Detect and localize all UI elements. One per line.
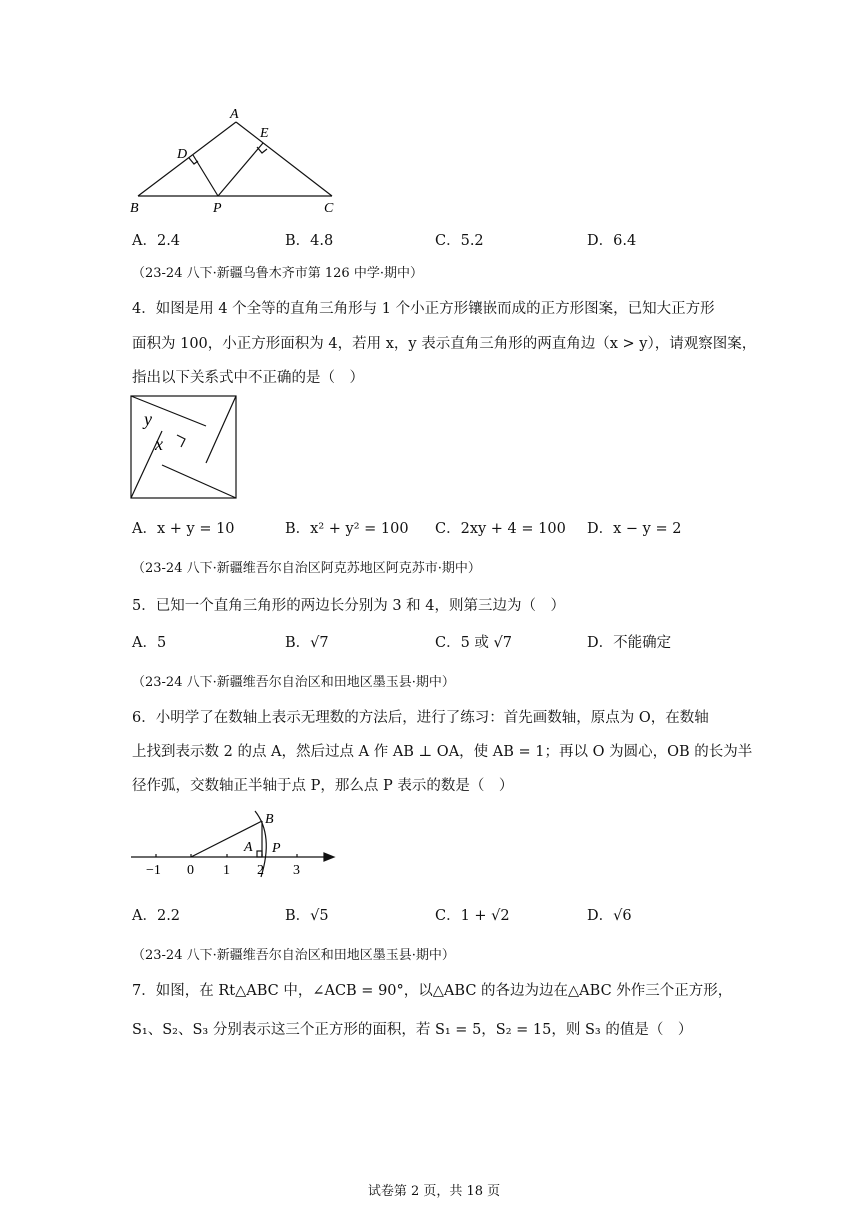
q3-option-b: B．4.8 [285, 233, 334, 249]
q6-text-line3: 径作弧，交数轴正半轴于点 P，那么点 P 表示的数是（ ） [132, 778, 514, 794]
q4-text-line3: 指出以下关系式中不正确的是（ ） [132, 370, 364, 386]
q6-source: （23-24 八下·新疆维吾尔自治区和田地区墨玉县·期中） [132, 675, 455, 690]
q6-label-p: P [272, 841, 281, 856]
q3-label-a: A [230, 107, 239, 122]
q7-source: （23-24 八下·新疆维吾尔自治区和田地区墨玉县·期中） [132, 948, 455, 963]
q6-label-a: A [244, 840, 253, 855]
q5-option-d: D．不能确定 [587, 635, 672, 651]
q4-option-c: C．2xy + 4 = 100 [435, 521, 566, 537]
q4-text-line1: 4．如图是用 4 个全等的直角三角形与 1 个小正方形镶嵌而成的正方形图案，已知大正方形 [132, 301, 715, 317]
q3-option-a: A．2.4 [132, 233, 181, 249]
q6-option-b: B．√5 [285, 908, 329, 924]
q5-text-line1: 5．已知一个直角三角形的两边长分别为 3 和 4，则第三边为（ ） [132, 598, 566, 614]
q6-tick-1: 1 [223, 863, 230, 878]
q6-number-line-figure [128, 805, 343, 880]
q4-source: （23-24 八下·新疆乌鲁木齐市第 126 中学·期中） [132, 266, 423, 281]
q4-text-line2: 面积为 100，小正方形面积为 4，若用 x，y 表示直角三角形的两直角边（x > y），请观察图案， [132, 336, 757, 352]
q4-option-b: B．x² + y² = 100 [285, 521, 409, 537]
q6-tick-3: 3 [293, 863, 300, 878]
q6-option-c: C．1 + √2 [435, 908, 510, 924]
q3-label-e: E [260, 126, 269, 141]
q3-option-d: D．6.4 [587, 233, 637, 249]
q4-square-figure [128, 393, 240, 501]
q5-option-b: B．√7 [285, 635, 329, 651]
q6-tick-0: 0 [187, 863, 194, 878]
q6-tick-2: 2 [257, 863, 264, 878]
q6-text-line1: 6．小明学了在数轴上表示无理数的方法后，进行了练习：首先画数轴，原点为 O，在数轴 [132, 710, 709, 726]
q7-text-line2: S₁、S₂、S₃ 分别表示这三个正方形的面积，若 S₁ = 5，S₂ = 15，则 S₃ 的值是（ ） [132, 1022, 693, 1038]
q7-text-line1: 7．如图，在 Rt△ABC 中，∠ACB = 90°，以△ABC 的各边为边在△ABC 外作三个正方形， [132, 983, 733, 999]
q3-label-d: D [177, 147, 188, 162]
q3-label-c: C [324, 201, 334, 216]
q6-label-b: B [265, 812, 274, 827]
q4-option-a: A．x + y = 10 [132, 521, 235, 537]
q6-option-d: D．√6 [587, 908, 632, 924]
q5-option-a: A．5 [132, 635, 167, 651]
q6-option-a: A．2.2 [132, 908, 181, 924]
q5-option-c: C．5 或 √7 [435, 635, 513, 651]
q3-label-p: P [213, 201, 222, 216]
q5-source: （23-24 八下·新疆维吾尔自治区阿克苏地区阿克苏市·期中） [132, 561, 481, 576]
q6-tick-minus1: −1 [146, 863, 161, 878]
q3-option-c: C．5.2 [435, 233, 484, 249]
q4-option-d: D．x − y = 2 [587, 521, 682, 537]
q4-label-y: y [144, 409, 152, 429]
q6-text-line2: 上找到表示数 2 的点 A，然后过点 A 作 AB ⊥ OA，使 AB = 1；再以 O 为圆心，OB 的长为半 [132, 744, 753, 760]
q3-triangle-figure [120, 100, 350, 220]
q4-label-x: x [155, 434, 163, 454]
q3-label-b: B [130, 201, 139, 216]
page-footer: 试卷第 2 页，共 18 页 [367, 1184, 501, 1199]
